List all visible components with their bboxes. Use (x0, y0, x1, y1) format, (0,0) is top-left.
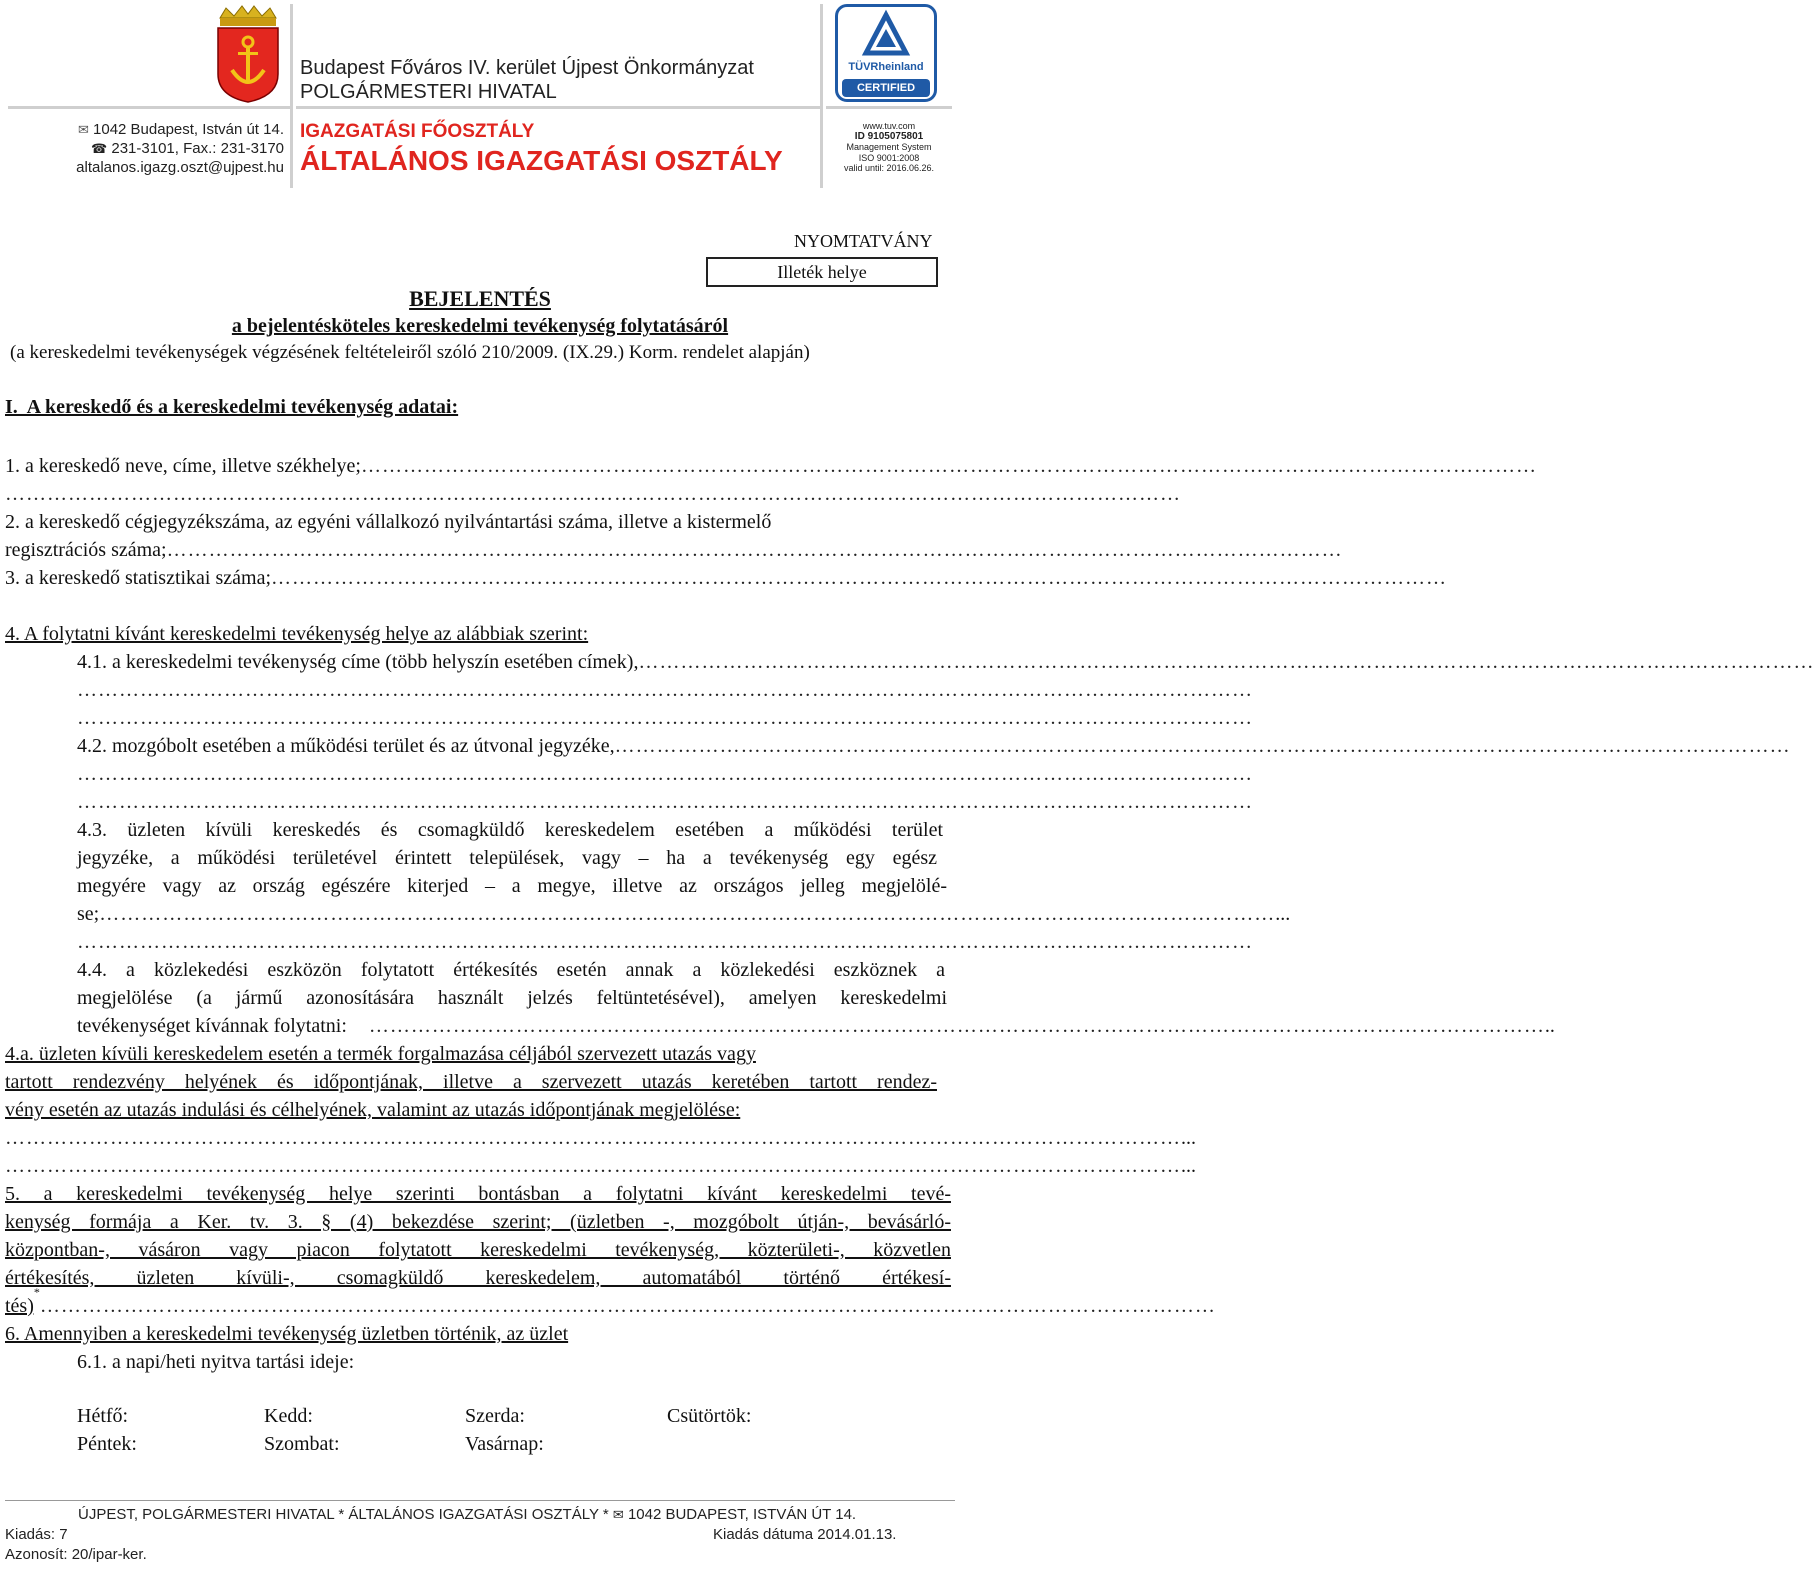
tuv-info (826, 121, 952, 174)
item-4-1-field[interactable]: …………………………………………………………………………………………………………………………………………………… (638, 651, 1814, 673)
item-5-line2: kenység formája a Ker. tv. 3. § (4) bekezdése szerint; (üzletben -, mozgóbolt útján-, bevásárló- (5, 1211, 951, 1233)
organization-name (300, 56, 754, 104)
day-wednesday: Szerda: (465, 1405, 525, 1427)
item-4a-line1: 4.a. üzleten kívüli kereskedelem esetén a termék forgalmazása céljából szervezett utazás vagy (5, 1043, 756, 1065)
tuv-system: Management System (846, 142, 932, 152)
phone-row (0, 139, 284, 158)
item-4-1-field-2[interactable]: …………………………………………………………………………………………………………………………………………………… (77, 679, 1253, 701)
item-6-heading: 6. Amennyiben a kereskedelmi tevékenység üzletben történik, az üzlet (5, 1323, 569, 1345)
dept-line-1: IGAZGATÁSI FŐOSZTÁLY (300, 121, 535, 142)
item-4-4 (77, 1012, 1555, 1040)
dept-line-2: ÁLTALÁNOS IGAZGATÁSI OSZTÁLY (300, 145, 783, 176)
item-5-line4: értékesítés, üzleten kívüli-, csomagküldő kereskedelem, automatából történő értékesí- (5, 1267, 951, 1289)
phone-text: 231-3101, Fax.: 231-3170 (111, 140, 284, 157)
item-4-3-line1: 4.3. üzleten kívüli kereskedés és csomagküldő kereskedelem esetében a működési terület (77, 819, 943, 841)
header (0, 0, 960, 190)
footer-envelope-icon: ✉ (612, 1507, 624, 1522)
item-4a-field-2[interactable]: …………………………………………………………………………………………………………………………………………………… (5, 1155, 1181, 1177)
item-5-line3: központban-, vásáron vagy piacon folytatott kereskedelmi tevékenység, közterületi-, közvetlen (5, 1239, 951, 1261)
item-4-4-field[interactable]: …………………………………………………………………………………………………………………………………………………… (368, 1015, 1545, 1037)
item-4a-line3: vény esetén az utazás indulási és célhelyének, valamint az utazás időpontjának megjelölése: (5, 1099, 741, 1121)
address-row (0, 120, 284, 139)
header-rule-mid (296, 106, 820, 109)
item-4-2-field[interactable]: …………………………………………………………………………………………………………………………………………………… (614, 735, 1791, 757)
item-4a-field-row-1 (5, 1124, 1196, 1152)
item-4-3-field[interactable]: …………………………………………………………………………………………………………………………………………………… (99, 903, 1276, 925)
address-text: 1042 Budapest, István út 14. (93, 121, 284, 138)
item-5-field[interactable]: …………………………………………………………………………………………………………………………………………………… (39, 1295, 1216, 1317)
item-1 (5, 452, 1537, 480)
item-4-3-label: se; (77, 903, 100, 925)
item-4-2-label: 4.2. mozgóbolt esetében a működési terület és az útvonal jegyzéke, (77, 735, 615, 757)
fee-stamp-box[interactable] (706, 257, 938, 287)
item-6-1: 6.1. a napi/heti nyitva tartási ideje: (77, 1351, 355, 1373)
item-2-line1: 2. a kereskedő cégjegyzékszáma, az egyéni vállalkozó nyilvántartási száma, illetve a kistermelő (5, 511, 772, 533)
tuv-id: ID 9105075801 (854, 130, 924, 142)
item-4-2-field-3[interactable]: …………………………………………………………………………………………………………………………………………………… (77, 791, 1253, 813)
item-1-field[interactable]: …………………………………………………………………………………………………………………………………………………… (360, 455, 1537, 477)
item-4-4-line1: 4.4. a közlekedési eszközön folytatott értékesítés esetén annak a közlekedési eszköznek a (77, 959, 945, 981)
tuv-iso: ISO 9001:2008 (858, 152, 920, 163)
item-1-label: 1. a kereskedő neve, címe, illetve székhelye; (5, 455, 361, 477)
form-subtitle: a bejelentésköteles kereskedelmi tevékenység folytatásáról (231, 315, 729, 337)
header-divider-2 (820, 4, 823, 188)
item-4-3-field-2[interactable]: …………………………………………………………………………………………………………………………………………………… (77, 931, 1253, 953)
tuv-certified-logo (835, 4, 937, 102)
fee-box-label: Illeték helye (777, 262, 867, 282)
item-4a-line2: tartott rendezvény helyének és időpontjának, illetve a szervezett utazás keretében tartott rendez- (5, 1071, 937, 1093)
tuv-certified-label: CERTIFIED (842, 79, 930, 97)
item-4a-field-1-end: ... (1181, 1127, 1196, 1149)
org-line-2: POLGÁRMESTERI HIVATAL (300, 81, 557, 103)
header-rule-right (826, 106, 952, 109)
footer-org-text: ÚJPEST, POLGÁRMESTERI HIVATAL * ÁLTALÁNOS IGAZGATÁSI OSZTÁLY * (78, 1506, 609, 1523)
item-2 (5, 536, 1343, 564)
day-thursday: Csütörtök: (667, 1405, 752, 1427)
header-rule-left (8, 106, 290, 109)
department-name (300, 120, 783, 178)
day-monday: Hétfő: (77, 1405, 129, 1427)
item-3-field[interactable]: …………………………………………………………………………………………………………………………………………………… (271, 567, 1448, 589)
tuv-brand: TÜVRheinland (848, 61, 924, 73)
item-4-4-field-end: .. (1544, 1015, 1555, 1037)
day-sunday: Vasárnap: (465, 1433, 544, 1455)
item-2-field[interactable]: …………………………………………………………………………………………………………………………………………………… (166, 539, 1343, 561)
footer-edition: Kiadás: 7 (5, 1526, 68, 1543)
item-4-4-label: tevékenységet kívánnak folytatni: (77, 1015, 347, 1037)
header-divider-1 (290, 4, 293, 188)
section-I-heading: I. A kereskedő és a kereskedelmi tevékenység adatai: (5, 396, 459, 418)
org-line-1: Budapest Főváros IV. kerület Újpest Önkormányzat (300, 57, 754, 79)
item-3-label: 3. a kereskedő statisztikai száma; (5, 567, 272, 589)
item-2-label: regisztrációs száma; (5, 539, 167, 561)
item-4-1-label: 4.1. a kereskedelmi tevékenység címe (több helyszín esetében címek), (77, 651, 639, 673)
item-4-2-field-2[interactable]: …………………………………………………………………………………………………………………………………………………… (77, 763, 1253, 785)
legal-basis: (a kereskedelmi tevékenységek végzésének feltételeiről szóló 210/2009. (IX.29.) Korm. rendelet alapján) (10, 342, 810, 363)
item-4-3-line3: megyére vagy az ország egészére kiterjed – a megye, illetve az országos jelleg megjelölé- (77, 875, 947, 897)
day-tuesday: Kedd: (264, 1405, 313, 1427)
item-5-label: tés) (5, 1295, 34, 1317)
item-4a-field-2-end: ... (1181, 1155, 1196, 1177)
day-friday: Péntek: (77, 1433, 137, 1455)
item-5-footnote-mark: * (33, 1285, 40, 1299)
day-saturday: Szombat: (264, 1433, 340, 1455)
form-title: BEJELENTÉS (409, 286, 551, 311)
footer-rule (5, 1500, 955, 1501)
item-4-2 (77, 732, 1791, 760)
footer-org-line (78, 1506, 856, 1523)
item-4-3-field-end: ... (1275, 903, 1291, 925)
envelope-icon: ✉ (77, 122, 89, 137)
item-5-line1: 5. a kereskedelmi tevékenység helye szerinti bontásban a folytatni kívánt kereskedelmi tevé- (5, 1183, 951, 1205)
tuv-url: www.tuv.com (862, 121, 916, 131)
item-5 (5, 1285, 1216, 1320)
item-4-1-field-3[interactable]: …………………………………………………………………………………………………………………………………………………… (77, 707, 1253, 729)
item-4-3 (77, 900, 1291, 928)
item-4-3-line2: jegyzéke, a működési területével érintett települések, vagy – ha a tevékenység egy egész (77, 847, 937, 869)
tuv-triangle-icon (864, 13, 908, 55)
item-4a-field-1[interactable]: …………………………………………………………………………………………………………………………………………………… (5, 1127, 1181, 1149)
item-4-4-line2: megjelölése (a jármű azonosítására használt jelzés feltüntetésével), amelyen kereskedelmi (77, 987, 947, 1009)
footer-edition-date: Kiadás dátuma 2014.01.13. (713, 1526, 897, 1543)
coat-of-arms-logo (212, 4, 284, 104)
footer-address: 1042 BUDAPEST, ISTVÁN ÚT 14. (627, 1506, 857, 1523)
contact-block (0, 120, 284, 177)
item-4a-field-row-2 (5, 1152, 1196, 1180)
phone-icon: ☎ (91, 141, 108, 156)
footer-id: Azonosít: 20/ipar-ker. (5, 1546, 147, 1563)
tuv-valid: valid until: 2016.06.26. (843, 163, 935, 173)
item-4-heading: 4. A folytatni kívánt kereskedelmi tevékenység helye az alábbiak szerint: (5, 623, 589, 645)
item-1-field-cont[interactable]: …………………………………………………………………………………………………………………………………………………… (5, 483, 1181, 505)
opening-hours-grid (77, 1402, 937, 1462)
item-4-1 (77, 648, 1814, 676)
form-type-label: NYOMTATVÁNY (794, 231, 933, 251)
email-text: altalanos.igazg.oszt@ujpest.hu (76, 159, 284, 176)
item-3 (5, 564, 1448, 592)
